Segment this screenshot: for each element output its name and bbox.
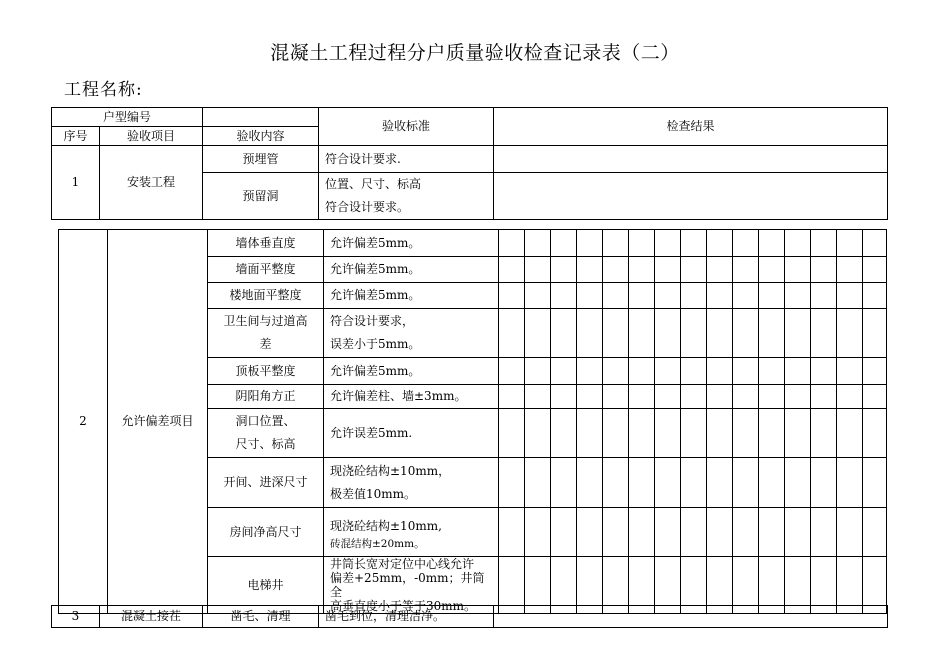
check-cell[interactable] bbox=[863, 458, 887, 508]
check-cell[interactable] bbox=[603, 409, 629, 458]
check-cell[interactable] bbox=[707, 230, 733, 257]
check-cell[interactable] bbox=[551, 309, 577, 358]
check-cell[interactable] bbox=[681, 283, 707, 309]
content-cell: 开间、进深尺寸 bbox=[208, 458, 324, 508]
check-cell[interactable] bbox=[759, 385, 785, 409]
check-cell[interactable] bbox=[681, 358, 707, 385]
standard-line: 位置、尺寸、标高 bbox=[325, 177, 422, 191]
check-cell[interactable] bbox=[785, 458, 811, 508]
check-cell[interactable] bbox=[655, 230, 681, 257]
check-cell[interactable] bbox=[525, 257, 551, 283]
record-table-middle bbox=[58, 229, 887, 614]
standard-line: 现浇砼结构±10mm， bbox=[330, 463, 451, 478]
check-cell[interactable] bbox=[655, 283, 681, 309]
check-cell[interactable] bbox=[603, 283, 629, 309]
check-cell[interactable] bbox=[785, 309, 811, 358]
check-cell[interactable] bbox=[707, 309, 733, 358]
check-cell[interactable] bbox=[629, 230, 655, 257]
content-cell bbox=[208, 409, 324, 458]
section2-no: 2 bbox=[59, 230, 108, 614]
check-cell[interactable] bbox=[785, 230, 811, 257]
content-cell: 墙体垂直度 bbox=[208, 230, 324, 257]
standard-cell: 允许偏差5mm。 bbox=[324, 257, 499, 283]
check-cell[interactable] bbox=[707, 257, 733, 283]
check-cell[interactable] bbox=[785, 257, 811, 283]
check-cell[interactable] bbox=[837, 358, 863, 385]
content-cell bbox=[208, 309, 324, 358]
project-name-label: 工程名称: bbox=[64, 80, 143, 100]
check-cell[interactable] bbox=[759, 309, 785, 358]
check-cell[interactable] bbox=[863, 409, 887, 458]
check-cell[interactable] bbox=[499, 230, 525, 257]
check-cell[interactable] bbox=[837, 508, 863, 557]
page-title: 混凝土工程过程分户质量验收检查记录表（二） bbox=[270, 42, 680, 64]
section3-item: 混凝土接茬 bbox=[100, 606, 203, 628]
check-cell[interactable] bbox=[863, 508, 887, 557]
check-cell[interactable] bbox=[551, 358, 577, 385]
check-cell[interactable] bbox=[733, 257, 759, 283]
content-cell: 顶板平整度 bbox=[208, 358, 324, 385]
record-table-bottom bbox=[51, 605, 888, 628]
content-cell: 房间净高尺寸 bbox=[208, 508, 324, 557]
check-cell[interactable] bbox=[655, 309, 681, 358]
check-cell[interactable] bbox=[681, 230, 707, 257]
standard-cell: 允许误差5mm. bbox=[324, 409, 499, 458]
content-line: 洞口位置、 bbox=[235, 414, 296, 428]
standard-cell: 允许偏差5mm。 bbox=[324, 230, 499, 257]
check-cell[interactable] bbox=[733, 458, 759, 508]
check-cell[interactable] bbox=[525, 309, 551, 358]
record-table-top bbox=[51, 107, 888, 220]
check-cell[interactable] bbox=[681, 385, 707, 409]
check-cell[interactable] bbox=[499, 358, 525, 385]
check-cell[interactable] bbox=[629, 409, 655, 458]
check-cell[interactable] bbox=[785, 283, 811, 309]
check-cell[interactable] bbox=[551, 508, 577, 557]
check-cell[interactable] bbox=[577, 257, 603, 283]
standard-line: 极差值10mm。 bbox=[330, 486, 417, 501]
result-header: 检查结果 bbox=[494, 108, 888, 146]
content-cell: 凿毛、清理 bbox=[203, 606, 319, 628]
standard-cell bbox=[324, 458, 499, 508]
check-cell[interactable] bbox=[681, 257, 707, 283]
check-cell[interactable] bbox=[499, 309, 525, 358]
standard-line: 偏差+25mm，-0mm；井筒全 bbox=[330, 571, 485, 599]
check-cell[interactable] bbox=[655, 508, 681, 557]
section2-item: 允许偏差项目 bbox=[108, 230, 208, 614]
check-cell[interactable] bbox=[837, 458, 863, 508]
check-cell[interactable] bbox=[629, 283, 655, 309]
check-cell[interactable] bbox=[837, 385, 863, 409]
standard-line: 符合设计要求。 bbox=[325, 200, 410, 214]
check-cell[interactable] bbox=[733, 508, 759, 557]
standard-line: 井筒长宽对定位中心线允许 bbox=[330, 557, 475, 571]
check-cell[interactable] bbox=[837, 257, 863, 283]
check-cell[interactable] bbox=[863, 358, 887, 385]
section3-no: 3 bbox=[52, 606, 100, 628]
check-cell[interactable] bbox=[655, 409, 681, 458]
check-cell[interactable] bbox=[499, 283, 525, 309]
check-cell[interactable] bbox=[629, 358, 655, 385]
check-cell[interactable] bbox=[525, 508, 551, 557]
check-cell[interactable] bbox=[707, 409, 733, 458]
check-cell[interactable] bbox=[681, 409, 707, 458]
check-cell[interactable] bbox=[733, 283, 759, 309]
check-cell[interactable] bbox=[759, 358, 785, 385]
check-cell[interactable] bbox=[655, 385, 681, 409]
check-cell[interactable] bbox=[499, 385, 525, 409]
check-cell[interactable] bbox=[629, 309, 655, 358]
check-cell[interactable] bbox=[785, 508, 811, 557]
standard-line: 误差小于5mm。 bbox=[330, 337, 421, 351]
check-cell[interactable] bbox=[577, 309, 603, 358]
check-cell[interactable] bbox=[785, 409, 811, 458]
check-cell[interactable] bbox=[577, 458, 603, 508]
check-cell[interactable] bbox=[629, 257, 655, 283]
content-cell: 预埋管 bbox=[203, 146, 319, 173]
result-cell[interactable] bbox=[494, 146, 888, 173]
item-header: 验收项目 bbox=[100, 127, 203, 146]
check-cell[interactable] bbox=[499, 508, 525, 557]
check-cell[interactable] bbox=[759, 409, 785, 458]
content-line: 卫生间与过道高 bbox=[223, 314, 308, 328]
check-cell[interactable] bbox=[525, 458, 551, 508]
check-cell[interactable] bbox=[655, 257, 681, 283]
check-cell[interactable] bbox=[577, 358, 603, 385]
check-cell[interactable] bbox=[603, 309, 629, 358]
check-cell[interactable] bbox=[785, 358, 811, 385]
check-cell[interactable] bbox=[811, 230, 837, 257]
check-cell[interactable] bbox=[837, 283, 863, 309]
check-cell[interactable] bbox=[603, 230, 629, 257]
check-cell[interactable] bbox=[785, 385, 811, 409]
check-cell[interactable] bbox=[733, 385, 759, 409]
check-cell[interactable] bbox=[603, 458, 629, 508]
check-cell[interactable] bbox=[863, 385, 887, 409]
unit-type-value-cell[interactable] bbox=[203, 108, 319, 127]
standard-line: 现浇砼结构±10mm, bbox=[330, 518, 442, 533]
check-cell[interactable] bbox=[603, 358, 629, 385]
check-cell[interactable] bbox=[759, 257, 785, 283]
check-cell[interactable] bbox=[811, 257, 837, 283]
check-cell[interactable] bbox=[733, 230, 759, 257]
check-cell[interactable] bbox=[525, 358, 551, 385]
check-cell[interactable] bbox=[629, 458, 655, 508]
check-cell[interactable] bbox=[629, 385, 655, 409]
content-cell: 楼地面平整度 bbox=[208, 283, 324, 309]
standard-header: 验收标准 bbox=[319, 108, 494, 146]
check-cell[interactable] bbox=[863, 283, 887, 309]
check-cell[interactable] bbox=[811, 409, 837, 458]
check-cell[interactable] bbox=[525, 385, 551, 409]
check-cell[interactable] bbox=[577, 508, 603, 557]
section1-item: 安装工程 bbox=[100, 146, 203, 220]
check-cell[interactable] bbox=[837, 230, 863, 257]
check-cell[interactable] bbox=[707, 283, 733, 309]
check-cell[interactable] bbox=[525, 283, 551, 309]
check-cell[interactable] bbox=[759, 458, 785, 508]
standard-line: 高垂直度小于等于30mm。 bbox=[330, 599, 477, 613]
check-cell[interactable] bbox=[603, 257, 629, 283]
check-cell[interactable] bbox=[551, 409, 577, 458]
check-cell[interactable] bbox=[603, 508, 629, 557]
unit-type-header: 户型编号 bbox=[52, 108, 203, 127]
check-cell[interactable] bbox=[681, 458, 707, 508]
check-cell[interactable] bbox=[733, 409, 759, 458]
check-cell[interactable] bbox=[525, 230, 551, 257]
check-cell[interactable] bbox=[577, 385, 603, 409]
check-cell[interactable] bbox=[759, 508, 785, 557]
check-cell[interactable] bbox=[837, 409, 863, 458]
check-cell[interactable] bbox=[551, 283, 577, 309]
check-cell[interactable] bbox=[733, 358, 759, 385]
check-cell[interactable] bbox=[863, 257, 887, 283]
check-cell[interactable] bbox=[863, 230, 887, 257]
content-line: 尺寸、标高 bbox=[235, 437, 296, 451]
content-cell: 墙面平整度 bbox=[208, 257, 324, 283]
standard-line: 砖混结构±20mm。 bbox=[330, 537, 425, 550]
check-cell[interactable] bbox=[681, 309, 707, 358]
check-cell[interactable] bbox=[499, 409, 525, 458]
check-cell[interactable] bbox=[655, 358, 681, 385]
check-cell[interactable] bbox=[681, 508, 707, 557]
standard-cell bbox=[319, 173, 494, 220]
content-cell: 预留洞 bbox=[203, 173, 319, 220]
check-cell[interactable] bbox=[863, 309, 887, 358]
check-cell[interactable] bbox=[837, 309, 863, 358]
check-cell[interactable] bbox=[707, 508, 733, 557]
content-cell: 阴阳角方正 bbox=[208, 385, 324, 409]
standard-cell: 允许偏差5mm。 bbox=[324, 283, 499, 309]
standard-cell: 允许偏差柱、墙±3mm。 bbox=[324, 385, 499, 409]
check-cell[interactable] bbox=[629, 508, 655, 557]
content-line: 差 bbox=[259, 337, 272, 351]
content-cell: 电梯井 bbox=[208, 557, 324, 614]
check-cell[interactable] bbox=[525, 409, 551, 458]
standard-line: 符合设计要求， bbox=[330, 314, 415, 328]
check-cell[interactable] bbox=[499, 257, 525, 283]
check-cell[interactable] bbox=[811, 309, 837, 358]
result-cell[interactable] bbox=[494, 173, 888, 220]
standard-cell bbox=[324, 508, 499, 557]
section1-no: 1 bbox=[52, 146, 100, 220]
content-header: 验收内容 bbox=[203, 127, 319, 146]
check-cell[interactable] bbox=[811, 385, 837, 409]
result-cell[interactable] bbox=[494, 606, 888, 628]
check-cell[interactable] bbox=[551, 458, 577, 508]
seq-header: 序号 bbox=[52, 127, 100, 146]
standard-cell: 符合设计要求. bbox=[319, 146, 494, 173]
check-cell[interactable] bbox=[577, 283, 603, 309]
check-cell[interactable] bbox=[577, 409, 603, 458]
check-cell[interactable] bbox=[733, 309, 759, 358]
check-cell[interactable] bbox=[551, 230, 577, 257]
standard-cell: 允许偏差5mm。 bbox=[324, 358, 499, 385]
check-cell[interactable] bbox=[551, 385, 577, 409]
check-cell[interactable] bbox=[759, 230, 785, 257]
check-cell[interactable] bbox=[811, 458, 837, 508]
check-cell[interactable] bbox=[707, 385, 733, 409]
check-cell[interactable] bbox=[577, 230, 603, 257]
check-cell[interactable] bbox=[811, 358, 837, 385]
check-cell[interactable] bbox=[655, 458, 681, 508]
check-cell[interactable] bbox=[603, 385, 629, 409]
check-cell[interactable] bbox=[811, 283, 837, 309]
standard-cell: 凿毛到位，清理洁净。 bbox=[319, 606, 494, 628]
check-cell[interactable] bbox=[707, 458, 733, 508]
check-cell[interactable] bbox=[707, 358, 733, 385]
check-cell[interactable] bbox=[759, 283, 785, 309]
standard-cell bbox=[324, 309, 499, 358]
check-cell[interactable] bbox=[499, 458, 525, 508]
check-cell[interactable] bbox=[811, 508, 837, 557]
check-cell[interactable] bbox=[551, 257, 577, 283]
